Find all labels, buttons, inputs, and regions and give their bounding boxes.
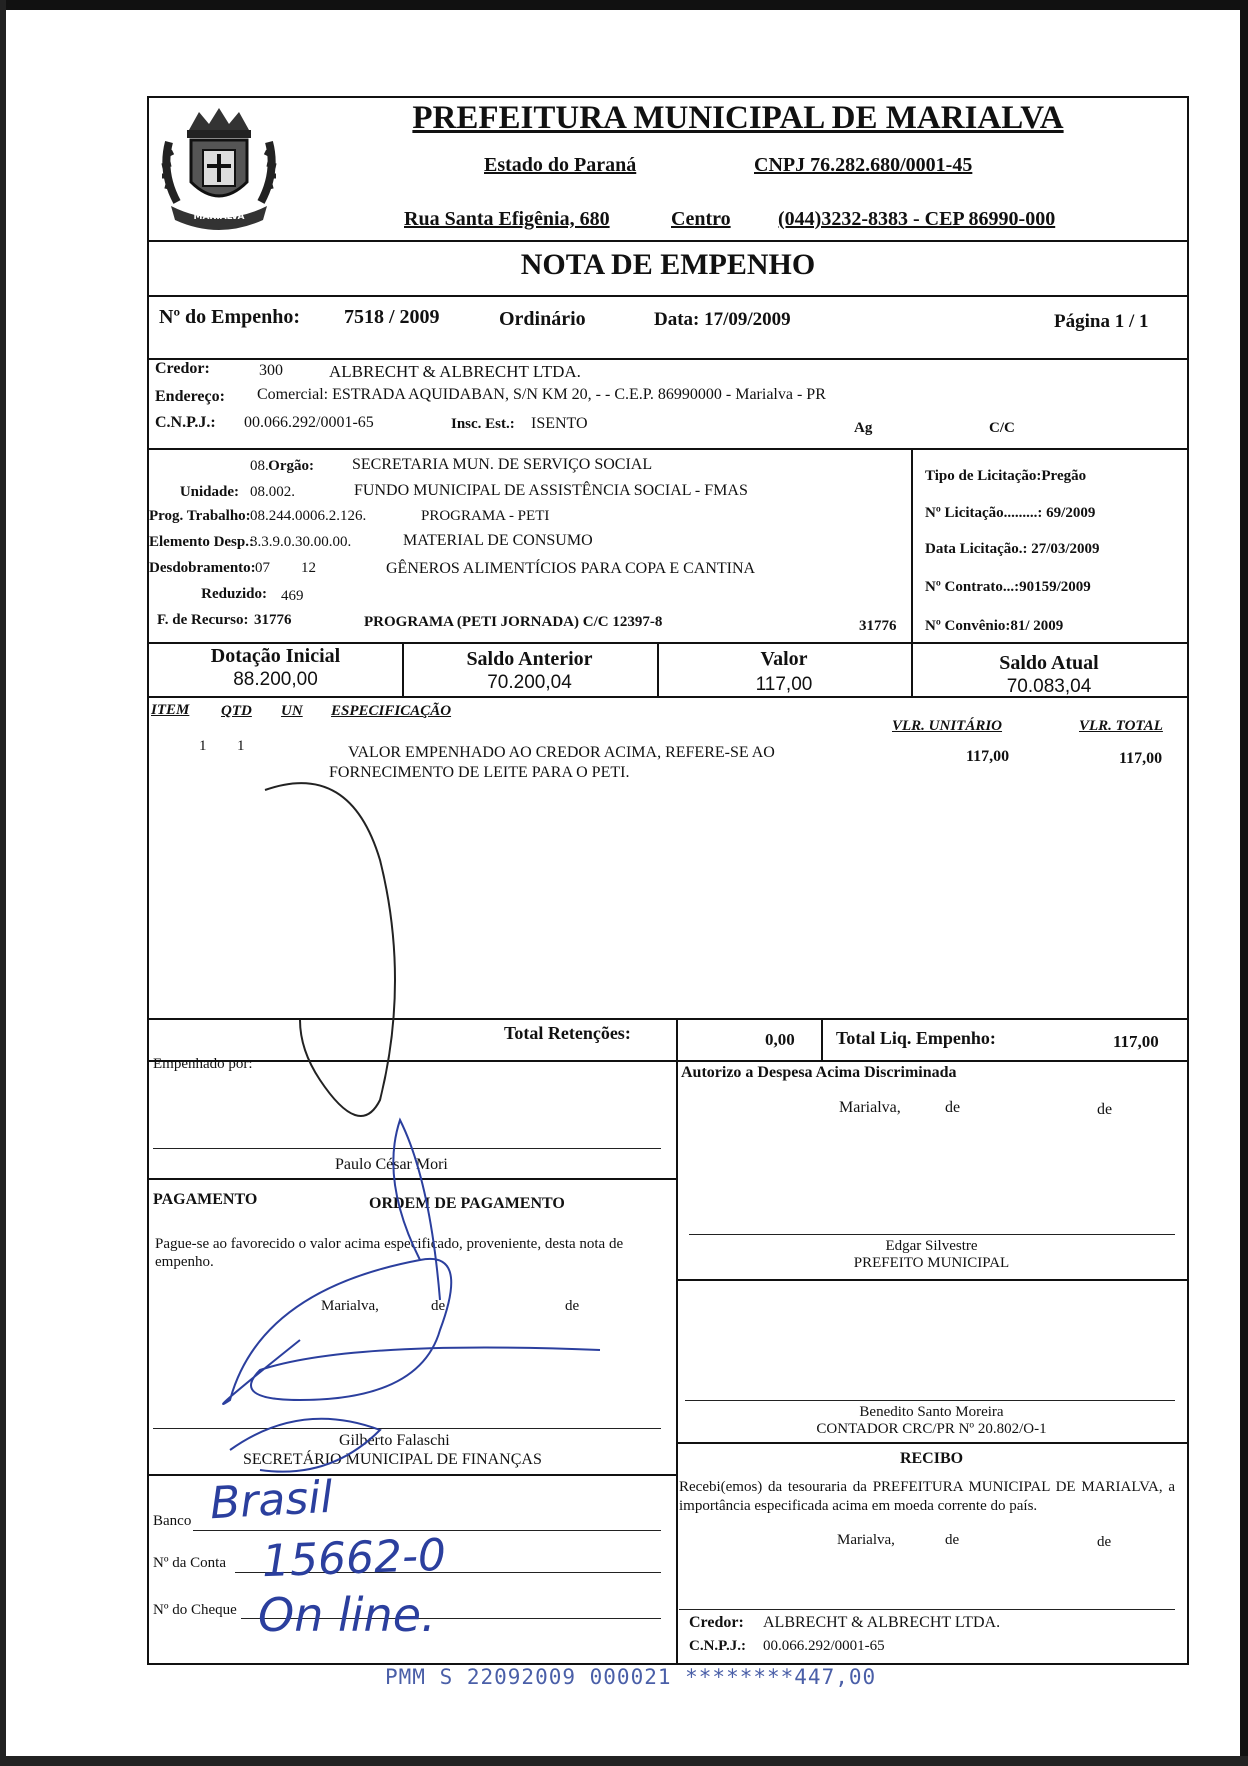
cnpj-credor-label: C.N.P.J.:: [155, 414, 216, 431]
unidade-label: Unidade:: [179, 484, 239, 500]
data-licitacao: Data Licitação.: 27/03/2009: [925, 541, 1100, 557]
item-qtd: 1: [237, 738, 245, 754]
state-label: Estado do Paraná: [484, 154, 637, 176]
conta-label: Nº da Conta: [153, 1555, 226, 1571]
total-liquido-label: Total Liq. Empenho:: [836, 1028, 996, 1048]
phone-cep-label: (044)3232-8383 - CEP 86990-000: [778, 208, 1056, 230]
total-retencoes-label: Total Retenções:: [504, 1023, 631, 1043]
item-vlr-total: 117,00: [1119, 750, 1163, 767]
district-label: Centro: [671, 208, 731, 230]
conta-handwritten-value: 15662-0: [261, 1529, 447, 1588]
total-retencoes-value: 0,00: [765, 1030, 795, 1049]
agencia-label: Ag: [854, 420, 873, 436]
scan-border-bottom: [0, 1756, 1248, 1766]
empenhado-por-label: Empenhado por:: [153, 1056, 253, 1072]
fonte-recurso-code-2: 31776: [859, 618, 897, 634]
document-title: NOTA DE EMPENHO: [520, 248, 816, 281]
scan-border-left: [0, 0, 6, 1766]
saldo-atual-label: Saldo Atual: [999, 652, 1099, 674]
recibo-city: Marialva,: [837, 1532, 895, 1548]
orgao-label: Orgão:: [268, 458, 314, 474]
autorizo-city: Marialva,: [839, 1099, 901, 1116]
cnpj-label: CNPJ 76.282.680/0001-45: [754, 154, 973, 176]
pagamento-signer-name: Gilberto Falaschi: [339, 1432, 450, 1449]
empenhado-por-name: Paulo César Mori: [335, 1156, 448, 1173]
reduzido-label: Reduzido:: [201, 586, 267, 602]
pagamento-city: Marialva,: [321, 1298, 379, 1314]
prefeito-role: PREFEITO MUNICIPAL: [853, 1255, 1010, 1271]
valor-value: 117,00: [755, 674, 813, 695]
empenho-type: Ordinário: [499, 308, 586, 330]
prog-trabalho-code: 08.244.0006.2.126.: [250, 508, 367, 524]
mechanical-payment-stamp: PMM S 22092009 000021 ********447,00: [385, 1665, 877, 1689]
unidade-code: 08.002.: [250, 484, 295, 500]
orgao-name: SECRETARIA MUN. DE SERVIÇO SOCIAL: [352, 456, 653, 473]
saldo-anterior-label: Saldo Anterior: [466, 648, 593, 670]
saldo-anterior-value: 70.200,04: [487, 672, 572, 693]
desdobramento-label: Desdobramento:: [149, 560, 256, 576]
tipo-licitacao: Tipo de Licitação:Pregão: [925, 468, 1087, 484]
valor-label: Valor: [760, 648, 808, 670]
contador-role: CONTADOR CRC/PR Nº 20.802/O-1: [816, 1421, 1047, 1437]
endereco-label: Endereço:: [155, 388, 225, 405]
empenho-date: Data: 17/09/2009: [654, 309, 791, 330]
item-especificacao-line2: FORNECIMENTO DE LEITE PARA O PETI.: [329, 764, 630, 781]
item-especificacao-line1: VALOR EMPENHADO AO CREDOR ACIMA, REFERE-SE AO: [348, 744, 775, 761]
elemento-code: 3.3.9.0.30.00.00.: [250, 534, 352, 550]
conta-corrente-label: C/C: [989, 420, 1015, 436]
recibo-de-1: de: [945, 1532, 960, 1548]
numero-convenio: Nº Convênio:81/ 2009: [925, 618, 1064, 634]
cnpj-credor-value: 00.066.292/0001-65: [244, 414, 374, 431]
empenho-number: 7518 / 2009: [344, 306, 440, 328]
recibo-credor-label: Credor:: [689, 1614, 744, 1631]
item-vlr-unitario: 117,00: [966, 748, 1010, 765]
recibo-credor-name: ALBRECHT & ALBRECHT LTDA.: [763, 1614, 1001, 1631]
recibo-de-2: de: [1097, 1534, 1112, 1550]
elemento-name: MATERIAL DE CONSUMO: [403, 532, 593, 549]
dotacao-inicial-value: 88.200,00: [233, 669, 318, 690]
fonte-recurso-code: 31776: [254, 612, 292, 628]
col-header-qtd: QTD: [221, 703, 252, 719]
nota-de-empenho-form: [147, 96, 1189, 1665]
pagamento-label: PAGAMENTO: [153, 1191, 258, 1208]
desdobramento-a: 07: [255, 560, 270, 576]
contador-name: Benedito Santo Moreira: [859, 1404, 1004, 1420]
prog-trabalho-label: Prog. Trabalho:: [149, 508, 251, 524]
recibo-text: Recebi(emos) da tesouraria da PREFEITURA MUNICIPAL DE MARIALVA, a importância especificada acima em moeda corrente do país.: [679, 1479, 1175, 1514]
pagamento-de-1: de: [431, 1298, 446, 1314]
fonte-recurso-name: PROGRAMA (PETI JORNADA) C/C 12397-8: [364, 614, 663, 630]
unidade-name: FUNDO MUNICIPAL DE ASSISTÊNCIA SOCIAL - FMAS: [354, 482, 748, 499]
dotacao-inicial-label: Dotação Inicial: [210, 645, 341, 667]
insc-est-label: Insc. Est.:: [451, 416, 515, 432]
credor-label: Credor:: [155, 360, 210, 377]
numero-licitacao: Nº Licitação.........: 69/2009: [925, 505, 1096, 521]
elemento-label: Elemento Desp.:: [149, 534, 254, 550]
reduzido-value: 469: [281, 588, 304, 604]
municipality-title: PREFEITURA MUNICIPAL DE MARIALVA: [412, 100, 1064, 136]
scan-border-right: [1240, 0, 1248, 1766]
cheque-label: Nº do Cheque: [153, 1602, 237, 1618]
svg-text:MARIALVA: MARIALVA: [193, 212, 245, 222]
scan-border-top: [0, 0, 1248, 10]
pagamento-signer-role: SECRETÁRIO MUNICIPAL DE FINANÇAS: [243, 1451, 542, 1468]
recibo-label: RECIBO: [899, 1450, 964, 1467]
saldo-atual-value: 70.083,04: [1006, 676, 1092, 697]
desdobramento-b: 12: [301, 560, 316, 576]
pagamento-de-2: de: [565, 1298, 580, 1314]
endereco-value: Comercial: ESTRADA AQUIDABAN, S/N KM 20, - - C.E.P. 86990000 - Marialva - PR: [257, 386, 826, 403]
pagamento-text: Pague-se ao favorecido o valor acima especificado, proveniente, desta nota de empenho.: [155, 1236, 624, 1270]
col-header-vlr-unitario: VLR. UNITÁRIO: [892, 718, 1003, 734]
prog-trabalho-name: PROGRAMA - PETI: [421, 508, 550, 524]
cheque-handwritten-value: On line.: [258, 1588, 436, 1642]
page-number: Página 1 / 1: [1054, 311, 1149, 332]
autorizo-de-2: de: [1097, 1101, 1113, 1118]
banco-handwritten-value: Brasil: [208, 1471, 334, 1530]
recibo-cnpj-value: 00.066.292/0001-65: [763, 1638, 885, 1654]
insc-est-value: ISENTO: [531, 415, 588, 432]
autorizo-de-1: de: [945, 1099, 961, 1116]
credor-code: 300: [259, 362, 283, 379]
numero-contrato: Nº Contrato...:90159/2009: [925, 579, 1091, 595]
orgao-code: 08.: [250, 458, 269, 474]
col-header-item: ITEM: [151, 702, 190, 718]
banco-label: Banco: [153, 1513, 192, 1529]
empenho-number-label: Nº do Empenho:: [159, 306, 301, 328]
recibo-cnpj-label: C.N.P.J.:: [689, 1638, 746, 1654]
credor-name: ALBRECHT & ALBRECHT LTDA.: [329, 362, 581, 381]
col-header-especificacao: ESPECIFICAÇÃO: [331, 703, 452, 719]
item-number: 1: [199, 738, 207, 754]
ordem-pagamento-label: ORDEM DE PAGAMENTO: [369, 1195, 565, 1212]
autorizo-label: Autorizo a Despesa Acima Discriminada: [681, 1064, 957, 1081]
prefeito-name: Edgar Silvestre: [885, 1238, 978, 1254]
fonte-recurso-label: F. de Recurso:: [157, 612, 249, 628]
desdobramento-name: GÊNEROS ALIMENTÍCIOS PARA COPA E CANTINA: [386, 560, 756, 577]
col-header-un: UN: [281, 703, 303, 719]
address-label: Rua Santa Efigênia, 680: [404, 208, 610, 230]
col-header-vlr-total: VLR. TOTAL: [1079, 718, 1163, 734]
total-liquido-value: 117,00: [1113, 1032, 1159, 1051]
